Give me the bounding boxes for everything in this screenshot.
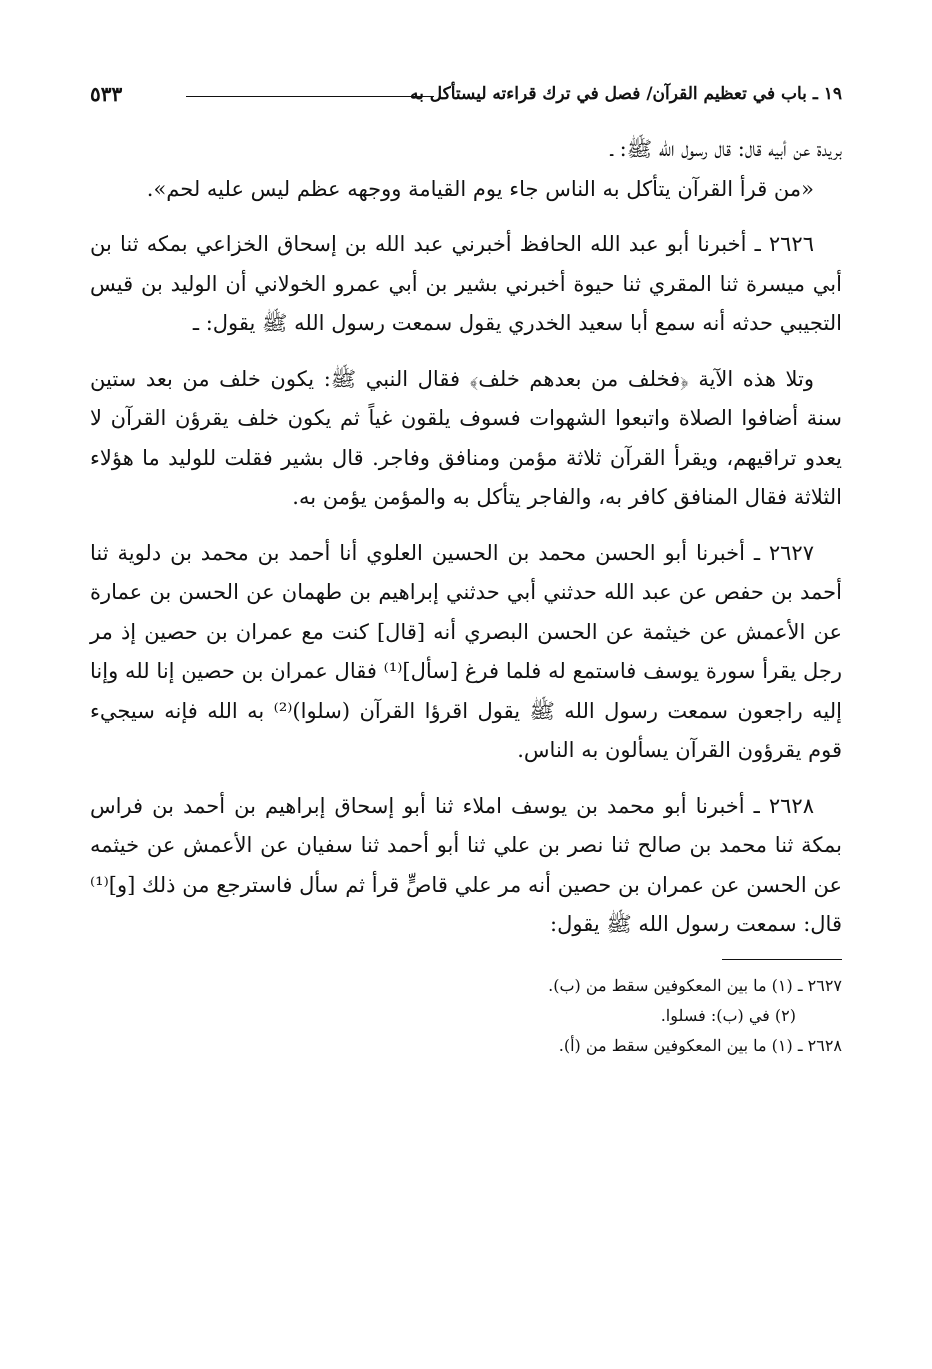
paragraph-2627: ٢٦٢٧ ـ أخبرنا أبو الحسن محمد بن الحسين العلوي أنا أحمد بن محمد بن دلوية ثنا أحمد بن حفص عن عبد الله حدثني أبي حدثني إبراهيم بن طهمان عن الحسن بن عمارة عن الأعمش عن خيثمة عن الحسن البصري أنه [قال] كنت مع عمران بن حصين إذ مر رجل يقرأ سورة يوسف فاستمع له فلما فرغ [سأل]⁽¹⁾ فقال عمران بن حصين إنا لله وإنا إليه راجعون سمعت رسول الله ﷺ يقول اقرؤا القرآن (سلوا)⁽²⁾ به الله فإنه سيجيء قوم يقرؤون القرآن يسألون به الناس. (90, 540, 843, 762)
paragraph-continuation: بريدة عن أبيه قال: قال رسول الله ﷺ: ـ (610, 137, 842, 161)
footnote-2627-2: (٢) في (ب): فسلوا. (660, 1005, 796, 1025)
paragraph-2628: ٢٦٢٨ ـ أخبرنا أبو محمد بن يوسف املاء ثنا أبو إسحاق إبراهيم بن أحمد بن فراس بمكة ثنا محمد بن صالح ثنا نصر بن علي ثنا أبو أحمد ثنا سفيان عن الأعمش عن خيثمه عن الحسن عن عمران بن حصين أنه مر علي قاصٍّ قرأ ثم سأل فاسترجع من ذلك [و]⁽¹⁾ قال: سمعت رسول الله ﷺ يقول: (90, 793, 842, 936)
page-number: ٥٣٣ (90, 82, 123, 106)
page-header (90, 82, 842, 116)
footnote-rule (722, 959, 842, 960)
footnotes (90, 959, 842, 1061)
footnote-2627-1: ٢٦٢٧ ـ (١) ما بين المعكوفين سقط من (ب). (548, 975, 842, 995)
main-text (90, 130, 842, 945)
paragraph-2626: ٢٦٢٦ ـ أخبرنا أبو عبد الله الحافظ أخبرني عبد الله بن إسحاق الخزاعي بمكه ثنا بن أبي ميسرة ثنا المقري ثنا حيوة أخبرني بشير بن أبي عمرو الخولاني أن الوليد بن قيس التجيبي حدثه أنه سمع أبا سعيد الخدري يقول سمعت رسول الله ﷺ يقول: ـ (90, 232, 842, 335)
header-rule (186, 96, 434, 97)
paragraph-hadith-quote: «من قرأ القرآن يتأكل به الناس جاء يوم القيامة ووجهه عظم ليس عليه لحم». (146, 176, 814, 201)
footnote-2628-1: ٢٦٢٨ ـ (١) ما بين المعكوفين سقط من (أ). (558, 1035, 842, 1055)
running-title: ١٩ ـ باب في تعظيم القرآن/ فصل في ترك قراءته ليستأكل به (409, 84, 842, 104)
paragraph-2626-matn: وتلا هذه الآية ﴿فخلف من بعدهم خلف﴾ فقال النبي ﷺ: يكون خلف من بعد ستين سنة أضافوا الصلاة واتبعوا الشهوات فسوف يلقون غياً ثم يكون خلف يقرؤن القرآن لا يعدو تراقيهم، ويقرأ القرآن ثلاثة مؤمن ومنافق وفاجر. قال بشير فقلت للوليد ما هؤلاء الثلاثة فقال المنافق كافر به، والفاجر يتأكل به والمؤمن يؤمن به. (90, 366, 842, 509)
